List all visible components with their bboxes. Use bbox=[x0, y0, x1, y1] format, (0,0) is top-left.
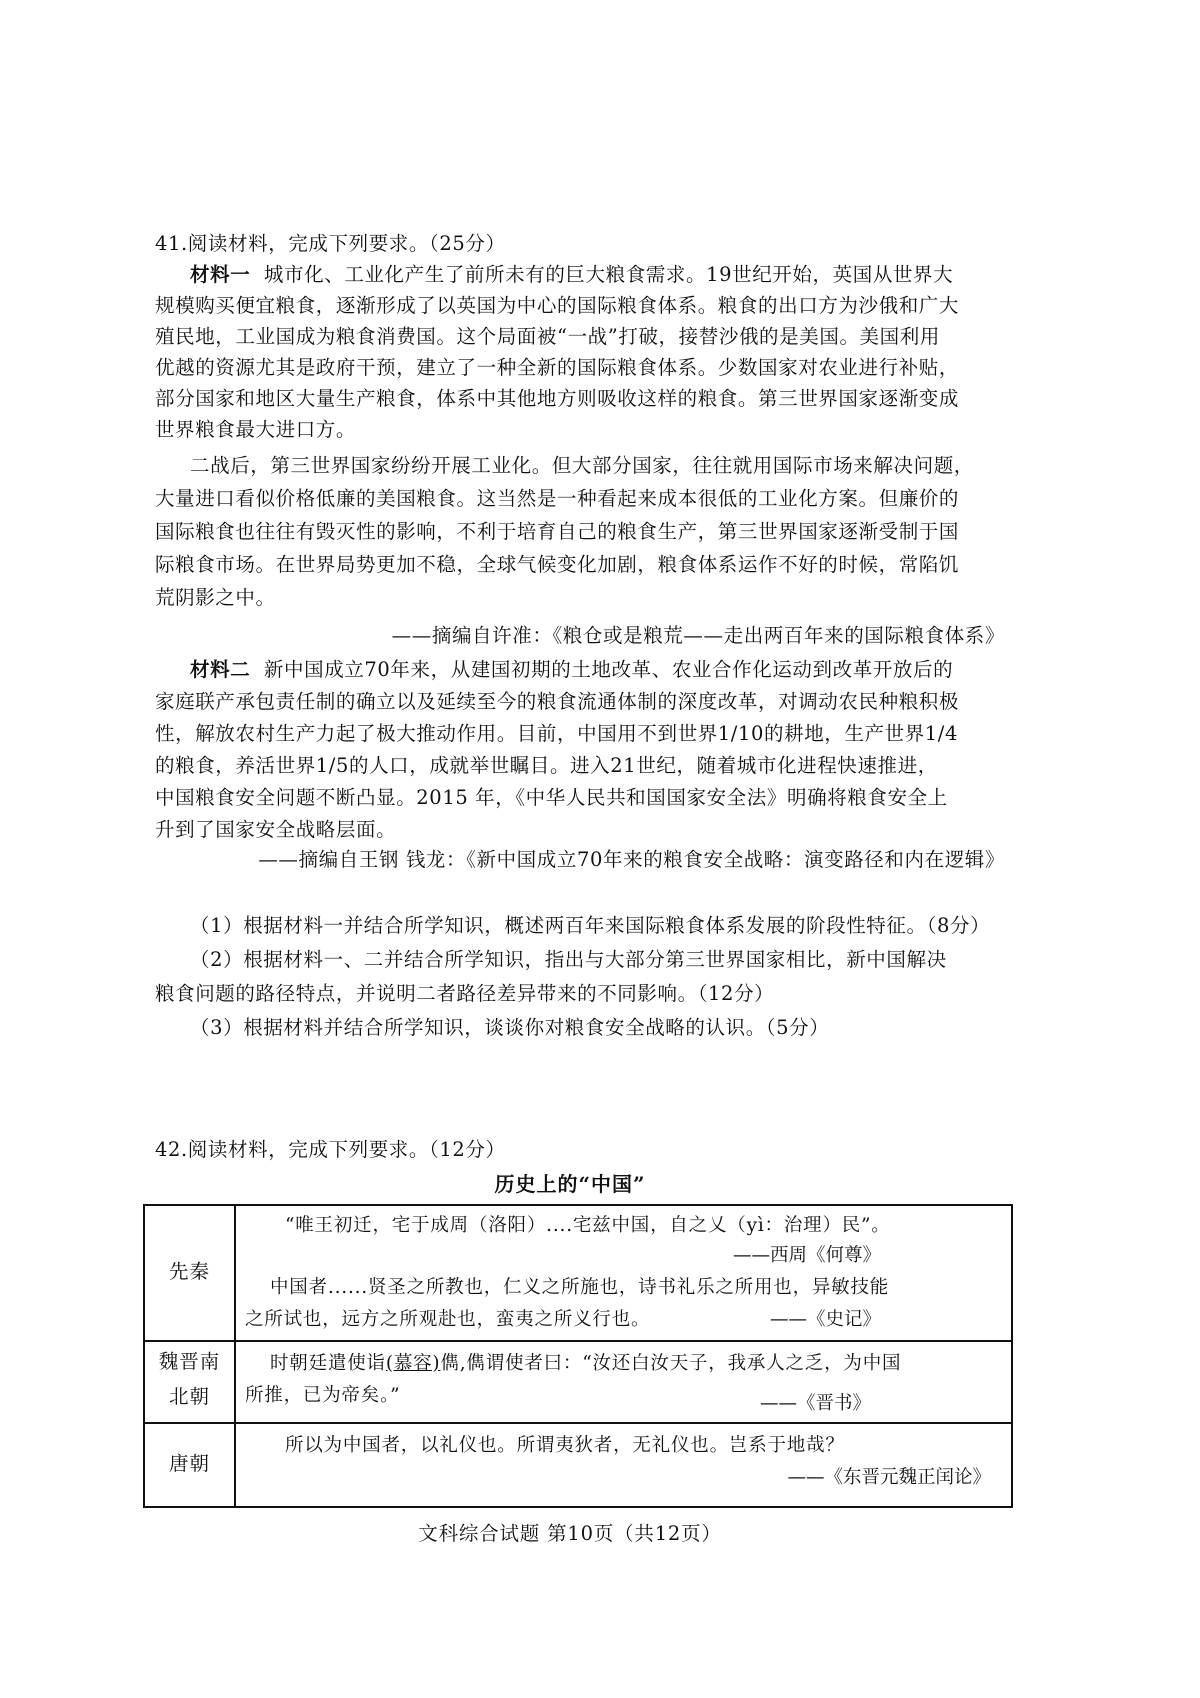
table-row-1-line-3: 之所试也，远方之所观赴也，蛮夷之所义行也。 bbox=[245, 1309, 651, 1330]
sub-question-1: （1）根据材料一并结合所学知识，概述两百年来国际粮食体系发展的阶段性特征。（8分） bbox=[190, 914, 991, 937]
sub-question-2-line-1: （2）根据材料一、二并结合所学知识，指出与大部分第三世界国家相比，新中国解决 bbox=[190, 948, 947, 971]
material-1-source: ——摘编自许准：《粮仓或是粮荒——走出两百年来的国际粮食体系》 bbox=[391, 624, 1005, 647]
table-row-1-source-2: ——《史记》 bbox=[769, 1309, 881, 1330]
sub-question-3: （3）根据材料并结合所学知识，谈谈你对粮食安全战略的认识。（5分） bbox=[190, 1016, 830, 1039]
material-1b-line-2: 大量进口看似价格低廉的美国粮食。这当然是一种看起来成本很低的工业化方案。但廉价的 bbox=[155, 487, 960, 510]
table-row-1-line-2: 中国者......贤圣之所教也，仁义之所施也，诗书礼乐之所用也，异敏技能 bbox=[270, 1277, 890, 1298]
material-1-line-1: 材料一 城市化、工业化产生了前所未有的巨大粮食需求。19世纪开始，英国从世界大 bbox=[190, 263, 954, 286]
material-1b-line-4: 际粮食市场。在世界局势更加不稳，全球气候变化加剧，粮食体系运作不好的时候，常陷饥 bbox=[155, 553, 960, 576]
material-2-line-4: 的粮食，养活世界1/5的人口，成就举世瞩目。进入21世纪，随着城市化进程快速推进， bbox=[155, 754, 938, 777]
table-row-1-line-1: “唯王初迁，宅于成周（洛阳）....宅兹中国，自之乂（yì：治理）民”。 bbox=[285, 1215, 891, 1236]
table-row-2-era-line-2: 北朝 bbox=[168, 1385, 210, 1408]
table-row-2-source: ——《晋书》 bbox=[759, 1393, 871, 1414]
material-2-line-1: 材料二 新中国成立70年来，从建国初期的土地改革、农业合作化运动到改革开放后的 bbox=[190, 658, 954, 681]
table-row-divider-1 bbox=[145, 1340, 1011, 1342]
underlined-name: (慕容) bbox=[385, 1353, 441, 1374]
page-footer: 文科综合试题 第10页（共12页） bbox=[418, 1522, 722, 1545]
table-row-divider-2 bbox=[145, 1422, 1011, 1424]
table-row-3-era: 唐朝 bbox=[168, 1452, 210, 1475]
material-1b-line-5: 荒阴影之中。 bbox=[155, 586, 276, 609]
material-2-line-2: 家庭联产承包责任制的确立以及延续至今的粮食流通体制的深度改革，对调动农民种粮积极 bbox=[155, 690, 960, 713]
table-title: 历史上的“中国” bbox=[494, 1172, 646, 1196]
question-42-title: 42.阅读材料，完成下列要求。（12分） bbox=[155, 1138, 506, 1161]
material-1-line-2: 规模购买便宜粮食，逐渐形成了以英国为中心的国际粮食体系。粮食的出口方为沙俄和广大 bbox=[155, 294, 960, 317]
table-row-1-era: 先秦 bbox=[168, 1260, 210, 1283]
material-1-line-4: 优越的资源尤其是政府干预，建立了一种全新的国际粮食体系。少数国家对农业进行补贴， bbox=[155, 356, 960, 379]
material-1b-line-1: 二战后，第三世界国家纷纷开展工业化。但大部分国家，往往就用国际市场来解决问题， bbox=[190, 454, 974, 477]
material-2-line-6: 升到了国家安全战略层面。 bbox=[155, 818, 397, 841]
table-row-3-source: ——《东晋元魏正闰论》 bbox=[787, 1467, 991, 1488]
material-2-source: ——摘编自王钢 钱龙：《新中国成立70年来的粮食安全战略：演变路径和内在逻辑》 bbox=[258, 848, 1005, 871]
sub-question-2-line-2: 粮食问题的路径特点，并说明二者路径差异带来的不同影响。（12分） bbox=[155, 982, 775, 1005]
table-row-3-line-1: 所以为中国者，以礼仪也。所谓夷狄者，无礼仪也。岂系于地哉？ bbox=[285, 1435, 845, 1456]
question-41-title: 41.阅读材料，完成下列要求。（25分） bbox=[155, 232, 506, 255]
table-row-1-source-1: ——西周《何尊》 bbox=[732, 1245, 881, 1266]
table-row-2-line-1: 时朝廷遣使诣(慕容)儁,儁谓使者曰：“汝还白汝天子，我承人之乏，为中国 bbox=[270, 1353, 902, 1374]
table-row-2-era-line-1: 魏晋南 bbox=[158, 1350, 221, 1373]
material-1-line-6: 世界粮食最大进口方。 bbox=[155, 418, 357, 441]
material-1-line-3: 殖民地，工业国成为粮食消费国。这个局面被“一战”打破，接替沙俄的是美国。美国利用 bbox=[155, 325, 940, 348]
history-table bbox=[143, 1204, 1013, 1508]
material-2-label: 材料二 bbox=[190, 658, 251, 681]
table-column-divider bbox=[234, 1206, 236, 1506]
material-2-line-5: 中国粮食安全问题不断凸显。2015 年，《中华人民共和国国家安全法》明确将粮食安全上 bbox=[155, 786, 948, 809]
table-row-2-line-2: 所推，已为帝矣。” bbox=[245, 1385, 401, 1406]
material-1b-line-3: 国际粮食也往往有毁灭性的影响，不利于培育自己的粮食生产，第三世界国家逐渐受制于国 bbox=[155, 520, 960, 543]
material-1-label: 材料一 bbox=[190, 263, 251, 286]
material-2-line-3: 性，解放农村生产力起了极大推动作用。目前，中国用不到世界1/10的耕地，生产世界1/4 bbox=[155, 722, 958, 745]
material-1-line-5: 部分国家和地区大量生产粮食，体系中其他地方则吸收这样的粮食。第三世界国家逐渐变成 bbox=[155, 387, 960, 410]
